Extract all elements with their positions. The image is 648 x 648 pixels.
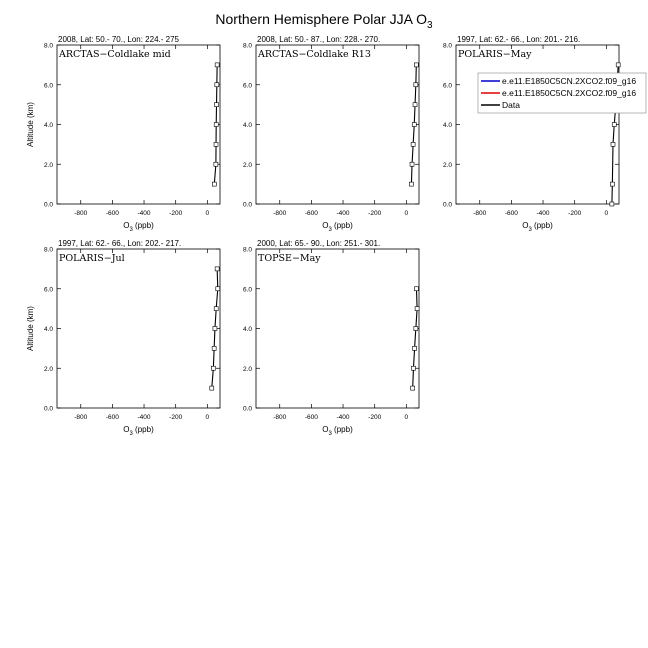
- x-tick-label: -800: [74, 414, 88, 421]
- x-tick-label: -200: [169, 414, 183, 421]
- data-point-marker: [610, 182, 614, 186]
- data-point-marker: [409, 182, 413, 186]
- y-tick-label: 6.0: [43, 82, 53, 90]
- data-point-marker: [212, 182, 216, 186]
- y-tick-label: 2.0: [242, 161, 252, 169]
- y-tick-label: 0.0: [43, 201, 53, 209]
- y-tick-label: 6.0: [242, 286, 252, 294]
- data-point-marker: [612, 123, 616, 127]
- data-point-marker: [414, 63, 418, 67]
- x-tick-label: -800: [473, 210, 487, 217]
- panels-group: [26, 35, 646, 437]
- x-tick-label: -400: [137, 210, 151, 217]
- x-axis-label: [322, 221, 353, 233]
- data-point-marker: [211, 366, 215, 370]
- chart-panel-1: [26, 35, 220, 233]
- y-tick-label: 4.0: [242, 122, 252, 129]
- y-tick-label: 4.0: [242, 326, 252, 333]
- data-point-marker: [214, 162, 218, 166]
- y-tick-label: 8.0: [442, 42, 452, 50]
- data-point-marker: [214, 142, 218, 146]
- y-axis-label: Altitude (km): [26, 102, 35, 147]
- x-axis-label-main: O: [522, 221, 529, 230]
- x-axis-label-main: O: [123, 425, 130, 434]
- panel-header: 1997, Lat: 62.- 66., Lon: 202.- 217.: [58, 239, 182, 248]
- x-axis-label: [522, 221, 553, 233]
- x-axis-label: [123, 221, 154, 233]
- x-tick-label: -600: [304, 414, 318, 421]
- campaign-label: ARCTAS−Coldlake R13: [258, 49, 371, 60]
- legend-entry: Data: [502, 100, 520, 110]
- x-tick-label: -200: [368, 414, 382, 421]
- x-tick-label: -600: [105, 210, 119, 217]
- x-tick-label: -200: [568, 210, 582, 217]
- panel-header: 2008, Lat: 50.- 70., Lon: 224.- 275: [58, 35, 179, 44]
- y-tick-label: 2.0: [43, 365, 53, 373]
- data-point-marker: [215, 103, 219, 107]
- figure-title-sub: 3: [427, 20, 433, 31]
- x-tick-label: 0: [205, 414, 210, 421]
- x-axis-label-sub: 3: [328, 431, 332, 437]
- y-tick-label: 2.0: [242, 365, 252, 373]
- data-point-marker: [212, 346, 216, 350]
- data-point-marker: [414, 327, 418, 331]
- y-tick-label: 6.0: [442, 82, 452, 90]
- data-point-marker: [210, 386, 214, 390]
- x-axis-label-main: O: [322, 425, 329, 434]
- plot-frame: [256, 249, 419, 408]
- campaign-label: TOPSE−May: [258, 253, 321, 264]
- data-point-marker: [215, 267, 219, 271]
- data-point-marker: [414, 83, 418, 87]
- data-point-marker: [610, 202, 614, 206]
- x-tick-label: -800: [74, 210, 88, 217]
- chart-panel-3: [443, 35, 646, 233]
- x-tick-label: -400: [336, 210, 350, 217]
- x-axis-label-sub: 3: [129, 431, 133, 437]
- plot-frame: [456, 45, 619, 204]
- data-point-marker: [215, 83, 219, 87]
- x-axis-label-unit: (ppb): [531, 221, 553, 230]
- x-tick-label: -600: [504, 210, 518, 217]
- plot-frame: [256, 45, 419, 204]
- x-tick-label: -400: [137, 414, 151, 421]
- x-axis-label-unit: (ppb): [132, 221, 154, 230]
- y-tick-label: 8.0: [242, 42, 252, 50]
- figure-title-main: Northern Hemisphere Polar JJA O: [215, 11, 428, 27]
- x-axis-label-sub: 3: [528, 227, 532, 233]
- y-tick-label: 6.0: [242, 82, 252, 90]
- y-tick-label: 8.0: [242, 246, 252, 254]
- campaign-label: POLARIS−Jul: [59, 253, 125, 264]
- x-axis-label-sub: 3: [129, 227, 133, 233]
- data-point-marker: [616, 63, 620, 67]
- x-tick-label: 0: [404, 414, 409, 421]
- x-axis-label-sub: 3: [328, 227, 332, 233]
- plot-frame: [57, 249, 220, 408]
- y-tick-label: 4.0: [442, 122, 452, 129]
- plot-frame: [57, 45, 220, 204]
- y-tick-label: 8.0: [43, 246, 53, 254]
- legend-entry: e.e11.E1850C5CN.2XCO2.f09_g16: [502, 88, 637, 98]
- legend: [478, 73, 646, 113]
- panel-header: 1997, Lat: 62.- 66., Lon: 201.- 216.: [457, 35, 581, 44]
- x-tick-label: 0: [604, 210, 609, 217]
- legend-entry: e.e11.E1850C5CN.2XCO2.f09_g16: [502, 76, 637, 86]
- data-point-marker: [214, 123, 218, 127]
- x-axis-label-main: O: [123, 221, 130, 230]
- y-tick-label: 0.0: [242, 201, 252, 209]
- data-point-marker: [413, 103, 417, 107]
- x-tick-label: -600: [105, 414, 119, 421]
- x-tick-label: -400: [336, 414, 350, 421]
- data-point-marker: [611, 142, 615, 146]
- y-tick-label: 4.0: [43, 122, 53, 129]
- campaign-label: POLARIS−May: [458, 49, 532, 60]
- chart-panel-2: [243, 35, 419, 233]
- data-point-marker: [213, 327, 217, 331]
- chart-panel-4: [26, 239, 220, 437]
- x-axis-label-unit: (ppb): [331, 425, 353, 434]
- campaign-label: ARCTAS−Coldlake mid: [59, 49, 171, 60]
- x-axis-label: [123, 425, 154, 437]
- data-point-marker: [410, 162, 414, 166]
- y-tick-label: 0.0: [442, 201, 452, 209]
- x-axis-label-unit: (ppb): [331, 221, 353, 230]
- data-point-marker: [414, 287, 418, 291]
- data-point-marker: [216, 287, 220, 291]
- figure-title: [215, 11, 433, 31]
- y-tick-label: 0.0: [242, 405, 252, 413]
- x-tick-label: 0: [404, 210, 409, 217]
- data-point-marker: [411, 366, 415, 370]
- data-point-marker: [411, 142, 415, 146]
- data-point-marker: [411, 386, 415, 390]
- y-tick-label: 2.0: [43, 161, 53, 169]
- panel-header: 2000, Lat: 65.- 90., Lon: 251.- 301.: [257, 239, 381, 248]
- chart-panel-5: [243, 239, 419, 437]
- x-axis-label: [322, 425, 353, 437]
- y-tick-label: 4.0: [43, 326, 53, 333]
- x-tick-label: 0: [205, 210, 210, 217]
- data-point-marker: [415, 307, 419, 311]
- series-line-data: [413, 289, 417, 388]
- y-tick-label: 6.0: [43, 286, 53, 294]
- x-tick-label: -400: [536, 210, 550, 217]
- x-axis-label-unit: (ppb): [132, 425, 154, 434]
- x-tick-label: -200: [169, 210, 183, 217]
- data-point-marker: [215, 63, 219, 67]
- y-axis-label: Altitude (km): [26, 306, 35, 351]
- y-tick-label: 8.0: [43, 42, 53, 50]
- data-point-marker: [413, 346, 417, 350]
- y-tick-label: 0.0: [43, 405, 53, 413]
- x-tick-label: -200: [368, 210, 382, 217]
- data-point-marker: [412, 123, 416, 127]
- x-tick-label: -800: [273, 210, 287, 217]
- x-tick-label: -800: [273, 414, 287, 421]
- x-axis-label-main: O: [322, 221, 329, 230]
- data-point-marker: [214, 307, 218, 311]
- y-tick-label: 2.0: [442, 161, 452, 169]
- panel-header: 2008, Lat: 50.- 87., Lon: 228.- 270.: [257, 35, 381, 44]
- x-tick-label: -600: [304, 210, 318, 217]
